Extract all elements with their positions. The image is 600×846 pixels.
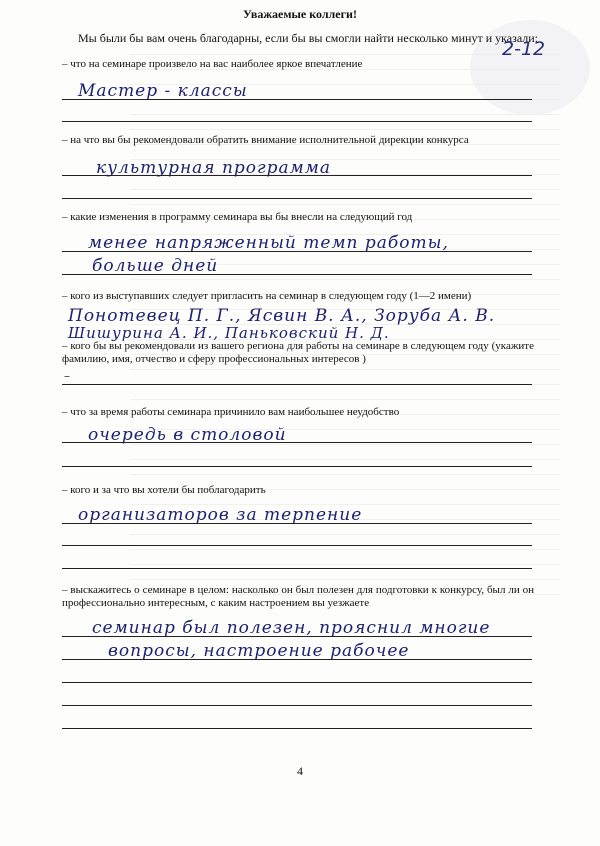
answer-line	[62, 682, 532, 683]
answer-7-line-1[interactable]: организаторов за терпение	[78, 505, 363, 525]
answer-line	[62, 251, 532, 252]
corner-handwritten-mark: 2-12	[502, 38, 546, 60]
page-number: 4	[297, 764, 303, 778]
answer-line	[62, 545, 532, 546]
answer-line	[62, 198, 532, 199]
question-1: – что на семинаре произвело на вас наиболее яркое впечатление	[62, 58, 363, 70]
answer-line	[62, 384, 532, 385]
answer-1-line-1[interactable]: Мастер - классы	[78, 81, 248, 101]
answer-2-line-1[interactable]: культурная программа	[96, 158, 331, 178]
question-8: – выскажитесь о семинаре в целом: насколько он был полезен для подготовки к конкурсу, был ли он профессионально интересным, с каким настроением вы уезжаете	[62, 584, 534, 609]
answer-line	[62, 705, 532, 706]
answer-line	[62, 442, 532, 443]
answer-line	[62, 659, 532, 660]
question-5: – кого бы вы рекомендовали из вашего региона для работы на семинаре в следующем году (укажите фамилию, имя, отчество и сферу профессиональных интересов )	[62, 340, 534, 365]
answer-line	[62, 728, 532, 729]
answer-4-line-1[interactable]: Понотевец П. Г., Ясвин В. А., Зоруба А. В.	[68, 306, 496, 326]
answer-3-line-2[interactable]: больше дней	[92, 256, 219, 276]
answer-4-line-2[interactable]: Шишурина А. И., Паньковский Н. Д.	[68, 324, 390, 342]
question-4: – кого из выступавших следует пригласить на семинар в следующем году (1—2 имени)	[62, 290, 472, 302]
answer-8-line-1[interactable]: семинар был полезен, прояснил многие	[92, 618, 491, 638]
answer-5-line-1[interactable]: –	[64, 369, 71, 383]
answer-line	[62, 175, 532, 176]
question-7: – кого и за что вы хотели бы поблагодарить	[62, 484, 266, 496]
intro-text: Мы были бы вам очень благодарны, если бы вы смогли найти несколько минут и указали:	[78, 31, 539, 45]
answer-line	[62, 466, 532, 467]
question-6: – что за время работы семинара причинило вам наибольшее неудобство	[62, 406, 400, 418]
answer-3-line-1[interactable]: менее напряженный темп работы,	[88, 233, 449, 253]
answer-6-line-1[interactable]: очередь в столовой	[88, 425, 287, 445]
question-2: – на что вы бы рекомендовали обратить внимание исполнительной дирекции конкурса	[62, 134, 469, 146]
answer-line	[62, 523, 532, 524]
question-3: – какие изменения в программу семинара вы бы внесли на следующий год	[62, 211, 413, 223]
answer-line	[62, 274, 532, 275]
page-title: Уважаемые коллеги!	[243, 7, 357, 21]
answer-line	[62, 636, 532, 637]
answer-line	[62, 568, 532, 569]
answer-8-line-2[interactable]: вопросы, настроение рабочее	[108, 641, 410, 661]
answer-line	[62, 99, 532, 100]
answer-line	[62, 121, 532, 122]
